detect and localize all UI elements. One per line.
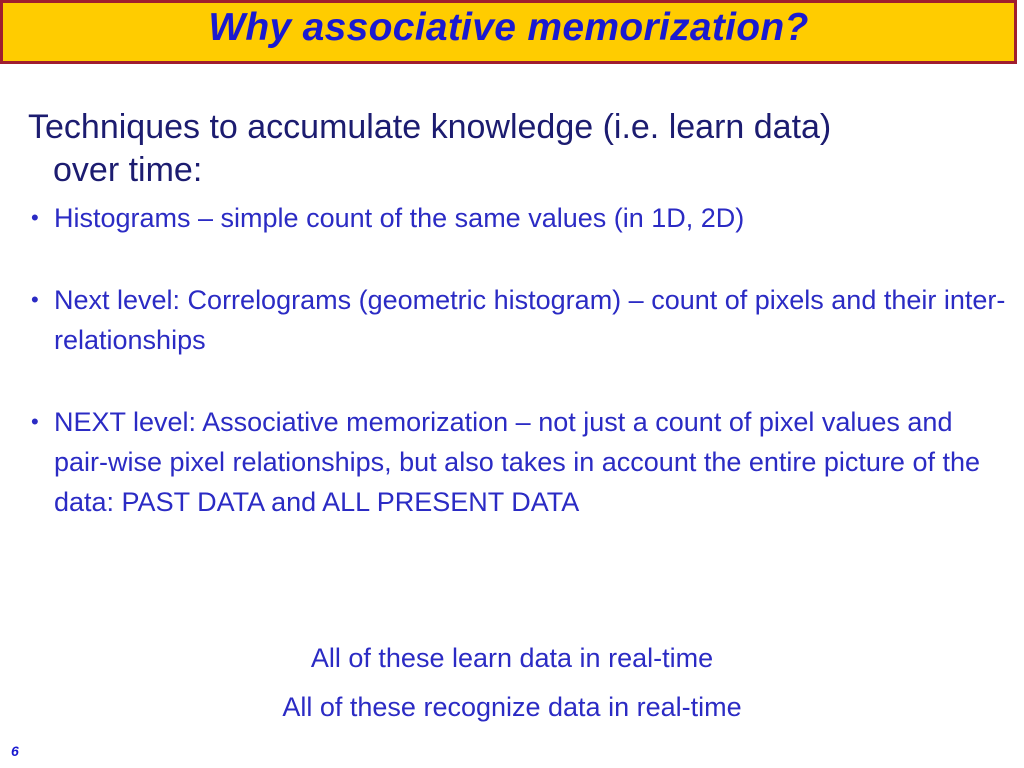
- page-number: 6: [11, 743, 19, 759]
- bullet-item-correlograms: [28, 280, 1008, 360]
- bullet-icon: •: [31, 409, 39, 434]
- summary-recognize: All of these recognize data in real-time: [282, 692, 742, 722]
- bullet-icon: •: [31, 205, 39, 230]
- intro-line-1: Techniques to accumulate knowledge (i.e. learn data): [28, 108, 832, 146]
- bullet-text: Next level: Correlograms (geometric histogram) – count of pixels and their inter-relationships: [54, 285, 1006, 355]
- bullet-text: NEXT level: Associative memorization – not just a count of pixel values and pair-wise pixel relationships, but also takes in account the entire picture of the data: PAST DATA and ALL PRESENT DATA: [54, 407, 981, 517]
- slide-title: Why associative memorization?: [208, 6, 809, 49]
- summary-learn: All of these learn data in real-time: [310, 643, 714, 673]
- bullet-list: [28, 198, 1008, 522]
- bullet-item-associative: [28, 402, 1008, 522]
- intro-line-2: over time:: [53, 151, 203, 189]
- intro-text: [28, 106, 1008, 192]
- bullet-text: Histograms – simple count of the same values (in 1D, 2D): [54, 203, 745, 233]
- title-banner: [0, 0, 1017, 64]
- bullet-item-histograms: [28, 198, 1008, 238]
- bullet-icon: •: [31, 287, 39, 312]
